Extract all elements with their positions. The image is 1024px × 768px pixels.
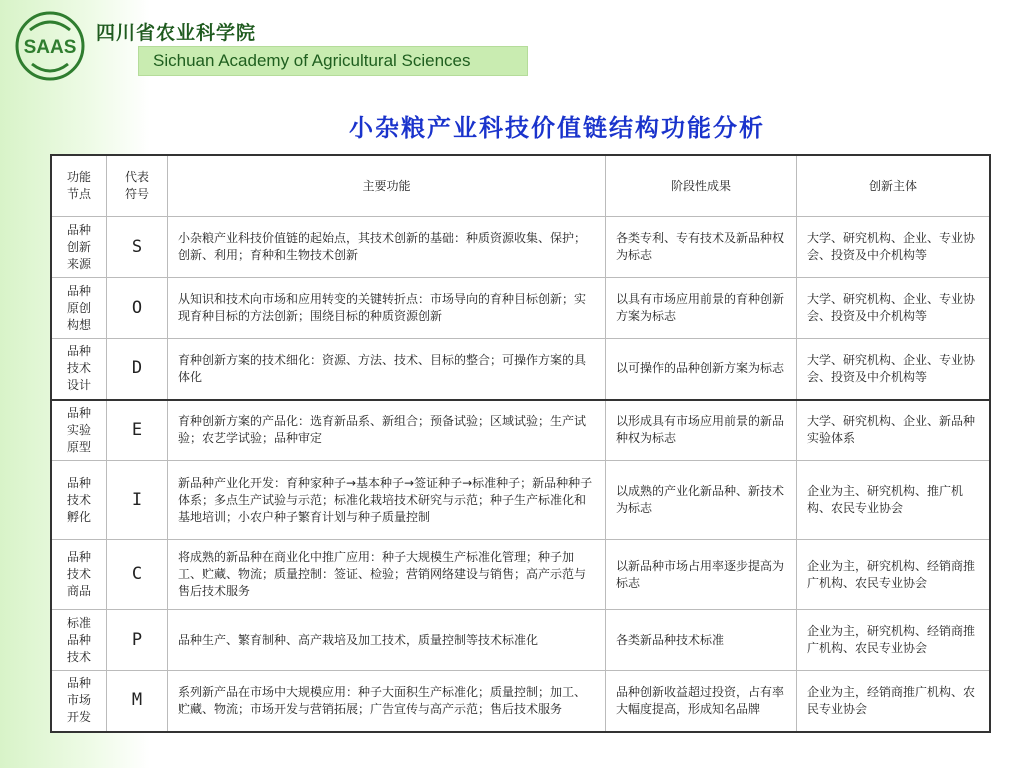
node-cell: 品种 原创 构想: [51, 278, 107, 339]
table-row: [51, 400, 990, 461]
subject-cell: 企业为主，研究机构、经销商推广机构、农民专业协会: [797, 540, 991, 610]
result-cell: 以具有市场应用前景的育种创新方案为标志: [606, 278, 797, 339]
saas-logo: [12, 8, 88, 84]
org-name-cn: 四川省农业科学院: [96, 22, 257, 44]
result-cell: 各类新品种技术标准: [606, 610, 797, 671]
node-cell: 标准 品种 技术: [51, 610, 107, 671]
node-cell: 品种 技术 设计: [51, 339, 107, 400]
subject-cell: 企业为主，经销商推广机构、农民专业协会: [797, 671, 991, 732]
result-cell: 品种创新收益超过投资，占有率大幅度提高，形成知名品牌: [606, 671, 797, 732]
function-cell: 育种创新方案的产品化：选育新品系、新组合；预备试验；区域试验；生产试验；农艺学试验；品种审定: [168, 400, 606, 461]
subject-cell: 企业为主、研究机构、推广机构、农民专业协会: [797, 461, 991, 540]
logo-text: SAAS: [23, 37, 77, 58]
header-function: 主要功能: [168, 155, 606, 217]
symbol-cell: M: [107, 671, 168, 732]
function-cell: 新品种产业化开发：育种家种子→基本种子→签证种子→标准种子；新品种种子体系；多点生产试验与示范；标准化栽培技术研究与示范；种子生产标准化和基地培训；小农户种子繁育计划与种子质量控制: [168, 461, 606, 540]
table-row: [51, 540, 990, 610]
subject-cell: 大学、研究机构、企业、专业协会、投资及中介机构等: [797, 278, 991, 339]
table-row: [51, 461, 990, 540]
table-row: [51, 671, 990, 732]
symbol-cell: O: [107, 278, 168, 339]
function-cell: 将成熟的新品种在商业化中推广应用：种子大规模生产标准化管理；种子加工、贮藏、物流；质量控制：签证、检验；营销网络建设与销售；高产示范与售后技术服务: [168, 540, 606, 610]
node-cell: 品种 技术 孵化: [51, 461, 107, 540]
function-cell: 从知识和技术向市场和应用转变的关键转折点：市场导向的育种目标创新；实现育种目标的方法创新；围绕目标的种质资源创新: [168, 278, 606, 339]
header-symbol: 代表 符号: [107, 155, 168, 217]
result-cell: 以可操作的品种创新方案为标志: [606, 339, 797, 400]
function-cell: 小杂粮产业科技价值链的起始点，其技术创新的基础：种质资源收集、保护；创新、利用；育种和生物技术创新: [168, 217, 606, 278]
org-name-en: Sichuan Academy of Agricultural Sciences: [153, 51, 471, 70]
result-cell: 以新品种市场占用率逐步提高为标志: [606, 540, 797, 610]
header-subject: 创新主体: [797, 155, 991, 217]
table-row: [51, 217, 990, 278]
table-row: [51, 339, 990, 400]
org-name-en-banner: [138, 46, 528, 76]
node-cell: 品种 创新 来源: [51, 217, 107, 278]
symbol-cell: S: [107, 217, 168, 278]
subject-cell: 企业为主，研究机构、经销商推广机构、农民专业协会: [797, 610, 991, 671]
subject-cell: 大学、研究机构、企业、专业协会、投资及中介机构等: [797, 217, 991, 278]
header-result: 阶段性成果: [606, 155, 797, 217]
table-header-row: [51, 155, 990, 217]
table-row: [51, 610, 990, 671]
result-cell: 各类专利、专有技术及新品种权为标志: [606, 217, 797, 278]
node-cell: 品种 市场 开发: [51, 671, 107, 732]
node-cell: 品种 实验 原型: [51, 400, 107, 461]
function-cell: 品种生产、繁育制种、高产栽培及加工技术，质量控制等技术标准化: [168, 610, 606, 671]
value-chain-table: [50, 154, 991, 733]
symbol-cell: D: [107, 339, 168, 400]
page-title: 小杂粮产业科技价值链结构功能分析: [349, 114, 765, 142]
subject-cell: 大学、研究机构、企业、新品种实验体系: [797, 400, 991, 461]
subject-cell: 大学、研究机构、企业、专业协会、投资及中介机构等: [797, 339, 991, 400]
function-cell: 育种创新方案的技术细化：资源、方法、技术、目标的整合；可操作方案的具体化: [168, 339, 606, 400]
symbol-cell: I: [107, 461, 168, 540]
symbol-cell: P: [107, 610, 168, 671]
result-cell: 以成熟的产业化新品种、新技术为标志: [606, 461, 797, 540]
header-node: 功能 节点: [51, 155, 107, 217]
symbol-cell: C: [107, 540, 168, 610]
symbol-cell: E: [107, 400, 168, 461]
result-cell: 以形成具有市场应用前景的新品种权为标志: [606, 400, 797, 461]
table-row: [51, 278, 990, 339]
function-cell: 系列新产品在市场中大规模应用：种子大面积生产标准化；质量控制；加工、贮藏、物流；市场开发与营销拓展；广告宣传与高产示范；售后技术服务: [168, 671, 606, 732]
node-cell: 品种 技术 商品: [51, 540, 107, 610]
